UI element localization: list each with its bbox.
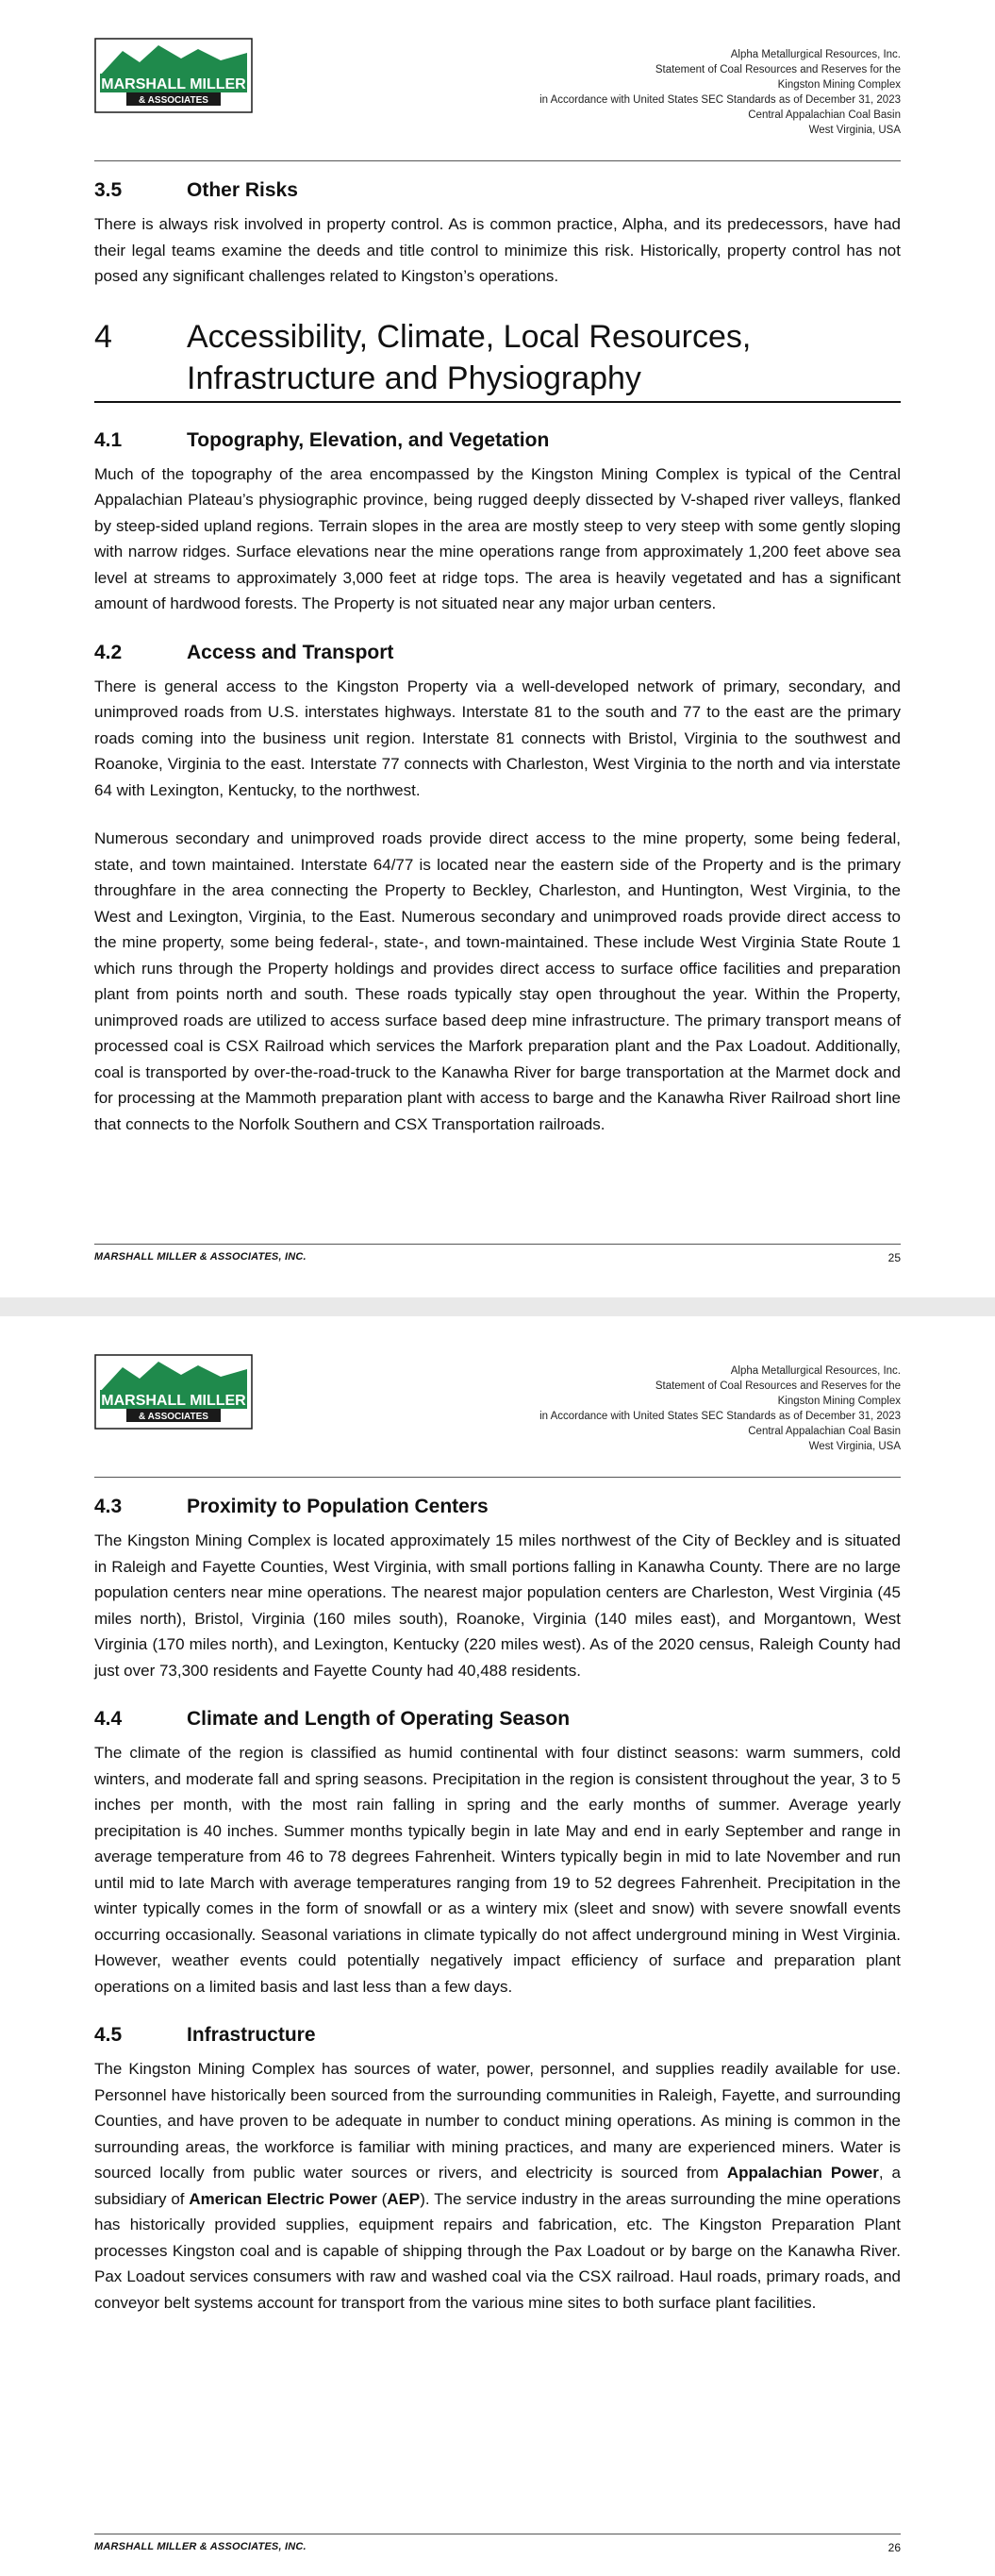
page-footer xyxy=(94,2534,901,2561)
header-line: Statement of Coal Resources and Reserves for the xyxy=(655,1380,901,1392)
bold-term: AEP xyxy=(387,2189,421,2208)
section-number: 4.5 xyxy=(94,2024,123,2046)
header-line: Kingston Mining Complex xyxy=(777,1396,901,1407)
header-line: Alpha Metallurgical Resources, Inc. xyxy=(730,1365,901,1377)
header-line: Statement of Coal Resources and Reserves for the xyxy=(655,64,901,75)
section-heading-4-3 xyxy=(94,1494,901,1520)
section-number: 4.1 xyxy=(94,428,123,451)
header-line: West Virginia, USA xyxy=(808,1441,901,1452)
header-line: Central Appalachian Coal Basin xyxy=(748,109,901,121)
section-title: Topography, Elevation, and Vegetation xyxy=(187,428,550,451)
text-run: ). The service industry in the areas surrounding the mine operations has historically provided supplies, equipment repairs and fabrication, etc. The Kingston Preparation Plant processes Kingston coal and is capable of shipping through the Pax Loadout or by barge on the Kanawha River. Pax Loadout services consumers with raw and washed coal via the CSX railroad. Haul roads, primary roads, and conveyor belt systems account for transport from the various mine sites to both surface plant facilities. xyxy=(94,2189,901,2312)
paragraph xyxy=(94,2056,901,2316)
header-text xyxy=(539,47,901,138)
page-26 xyxy=(0,1316,995,2576)
section-number: 3.5 xyxy=(94,179,123,201)
section-title: Infrastructure xyxy=(187,2024,316,2046)
company-logo xyxy=(94,1354,253,1430)
header-line: Central Appalachian Coal Basin xyxy=(748,1426,901,1437)
section-number: 4.2 xyxy=(94,641,123,663)
header-line: in Accordance with United States SEC Standards as of December 31, 2023 xyxy=(539,1411,901,1422)
text-run: The Kingston Mining Complex has sources of water, power, personnel, and supplies readily available for use. Personnel have historically been sourced from the surrounding communities in Raleigh, Fayette, and surrounding Counties, and have proven to be adequate in number to conduct mining operations. As mining is common in the surrounding areas, the workforce is familiar with mining practices, and many are experienced miners. Water is sourced locally from public water sources or rivers, and electricity is sourced from xyxy=(94,2060,901,2182)
header-line: Kingston Mining Complex xyxy=(777,79,901,91)
section-number: 4.4 xyxy=(94,1708,123,1730)
logo-word-top: MARSHALL MILLER xyxy=(101,1393,246,1409)
footer-company: MARSHALL MILLER & ASSOCIATES, INC. xyxy=(94,1251,307,1263)
page-body xyxy=(94,1494,901,2338)
header-text xyxy=(539,1363,901,1454)
header-line: West Virginia, USA xyxy=(808,125,901,136)
page-body xyxy=(94,177,901,1160)
bold-term: Appalachian Power xyxy=(726,2164,879,2182)
section-title: Other Risks xyxy=(187,179,298,201)
page-number: 26 xyxy=(887,2541,901,2554)
text-run: , a subsidiary of xyxy=(94,2164,901,2208)
chapter-title: Accessibility, Climate, Local Resources, Infrastructure and Physiography xyxy=(187,318,752,396)
logo-word-bottom: & ASSOCIATES xyxy=(139,1412,208,1422)
paragraph: The climate of the region is classified as humid continental with four distinct seasons: warm summers, cold winters, and moderate fall and spring seasons. Precipitation in the region is consistent throughout the year, 3 to 5 inches per month, with the most rain falling in spring and the early months of summer. Average yearly precipitation is 40 inches. Summer months typically begin in late May and end in early September and range in average temperature from 46 to 78 degrees Fahrenheit. Winters typically begin in mid to late November and run until mid to late March with average temperatures ranging from 19 to 52 degrees Fahrenheit. Precipitation in the winter typically comes in the form of snowfall or as a wintery mix (sleet and snow) with severe snowfall events occurring occasionally. Seasonal variations in climate typically do not affect underground mining in West Virginia. However, weather events could potentially negatively impact efficiency of surface and preparation plant operations on a limited basis and last less than a few days. xyxy=(94,1744,901,1996)
paragraph: There is always risk involved in property control. As is common practice, Alpha, and its predecessors, have had their legal teams examine the deeds and title control to minimize this risk. Historically, property control has not posed any significant challenges related to Kingston’s operations. xyxy=(94,215,901,285)
section-title: Climate and Length of Operating Season xyxy=(187,1708,571,1730)
section-title: Proximity to Population Centers xyxy=(187,1496,489,1517)
text-run: ( xyxy=(376,2189,388,2208)
section-heading-4-2 xyxy=(94,640,901,666)
page-number: 25 xyxy=(887,1251,901,1264)
section-heading-4-1 xyxy=(94,427,901,454)
section-title: Access and Transport xyxy=(187,641,394,663)
page-header xyxy=(94,1354,901,1479)
section-heading-4-5 xyxy=(94,2022,901,2049)
paragraph: Much of the topography of the area encompassed by the Kingston Mining Complex is typical of the Central Appalachian Plateau’s physiographic province, being rugged deeply dissected by V-shaped river valleys, flanked by steep-sided upland regions. Terrain slopes in the area are mostly steep to very steep with some gently sloping with narrow ridges. Surface elevations near the mine operations range from approximately 1,200 feet above sea level at streams to approximately 3,000 feet at ridge tops. The area is heavily vegetated and has a significant amount of hardwood forests. The Property is not situated near any major urban centers. xyxy=(94,464,901,612)
company-logo xyxy=(94,38,253,113)
header-line: in Accordance with United States SEC Standards as of December 31, 2023 xyxy=(539,94,901,106)
paragraph: There is general access to the Kingston Property via a well-developed network of primary, secondary, and unimproved roads from U.S. interstates highways. Interstate 81 to the south and 77 to the east are the primary roads coming into the business unit region. Interstate 81 connects with Bristol, Virginia to the southwest and Roanoke, Virginia to the east. Interstate 77 connects with Charleston, West Virginia to the north and via interstate 64 with Lexington, Kentucky, to the northwest. xyxy=(94,677,901,799)
bold-term: American Electric Power xyxy=(189,2189,377,2208)
header-line: Alpha Metallurgical Resources, Inc. xyxy=(730,49,901,60)
chapter-number: 4 xyxy=(94,318,112,355)
paragraph: Numerous secondary and unimproved roads provide direct access to the mine property, some being federal, state, and town maintained. Interstate 64/77 is located near the eastern side of the Property and is the primary throughfare in the area connecting the Property to Beckley, Charleston, and Huntington, West Virginia, to the West and Lexington, Virginia, to the East. Numerous secondary and unimproved roads provide direct access to the mine property, some being federal-, state-, and town-maintained. These include West Virginia State Route 1 which runs through the Property holdings and provides direct access to surface office facilities and preparation plant from points north and south. These roads typically stay open throughout the year. Within the Property, unimproved roads are utilized to access surface based deep mine infrastructure. The primary transport means of processed coal is CSX Railroad which services the Marfork preparation plant and the Pax Loadout. Additionally, coal is transported by over-the-road-truck to the Kanawha River for barge transportation at the Marmet dock and for processing at the Mammoth preparation plant with access to barge and the Kanawha River Railroad short line that connects to the Norfolk Southern and CSX Transportation railroads. xyxy=(94,829,901,1133)
section-number: 4.3 xyxy=(94,1496,123,1517)
header-divider xyxy=(94,160,901,161)
section-heading-4-4 xyxy=(94,1706,901,1732)
page-footer xyxy=(94,1244,901,1271)
header-divider xyxy=(94,1477,901,1478)
paragraph: The Kingston Mining Complex is located approximately 15 miles northwest of the City of Beckley and is situated in Raleigh and Fayette Counties, West Virginia, with small portions falling in Kanawha County. There are no large population centers near mine operations. The nearest major population centers are Charleston, West Virginia (45 miles north), Bristol, Virginia (160 miles south), Roanoke, Virginia (140 miles east), and Morgantown, West Virginia (170 miles north), and Lexington, Kentucky (220 miles west). As of the 2020 census, Raleigh County had just over 73,300 residents and Fayette County had 40,488 residents. xyxy=(94,1531,901,1680)
chapter-heading-4 xyxy=(94,316,901,403)
section-heading-3-5 xyxy=(94,177,901,204)
logo-word-bottom: & ASSOCIATES xyxy=(139,95,208,106)
page-header xyxy=(94,38,901,162)
footer-company: MARSHALL MILLER & ASSOCIATES, INC. xyxy=(94,2541,307,2552)
logo-word-top: MARSHALL MILLER xyxy=(101,76,246,92)
